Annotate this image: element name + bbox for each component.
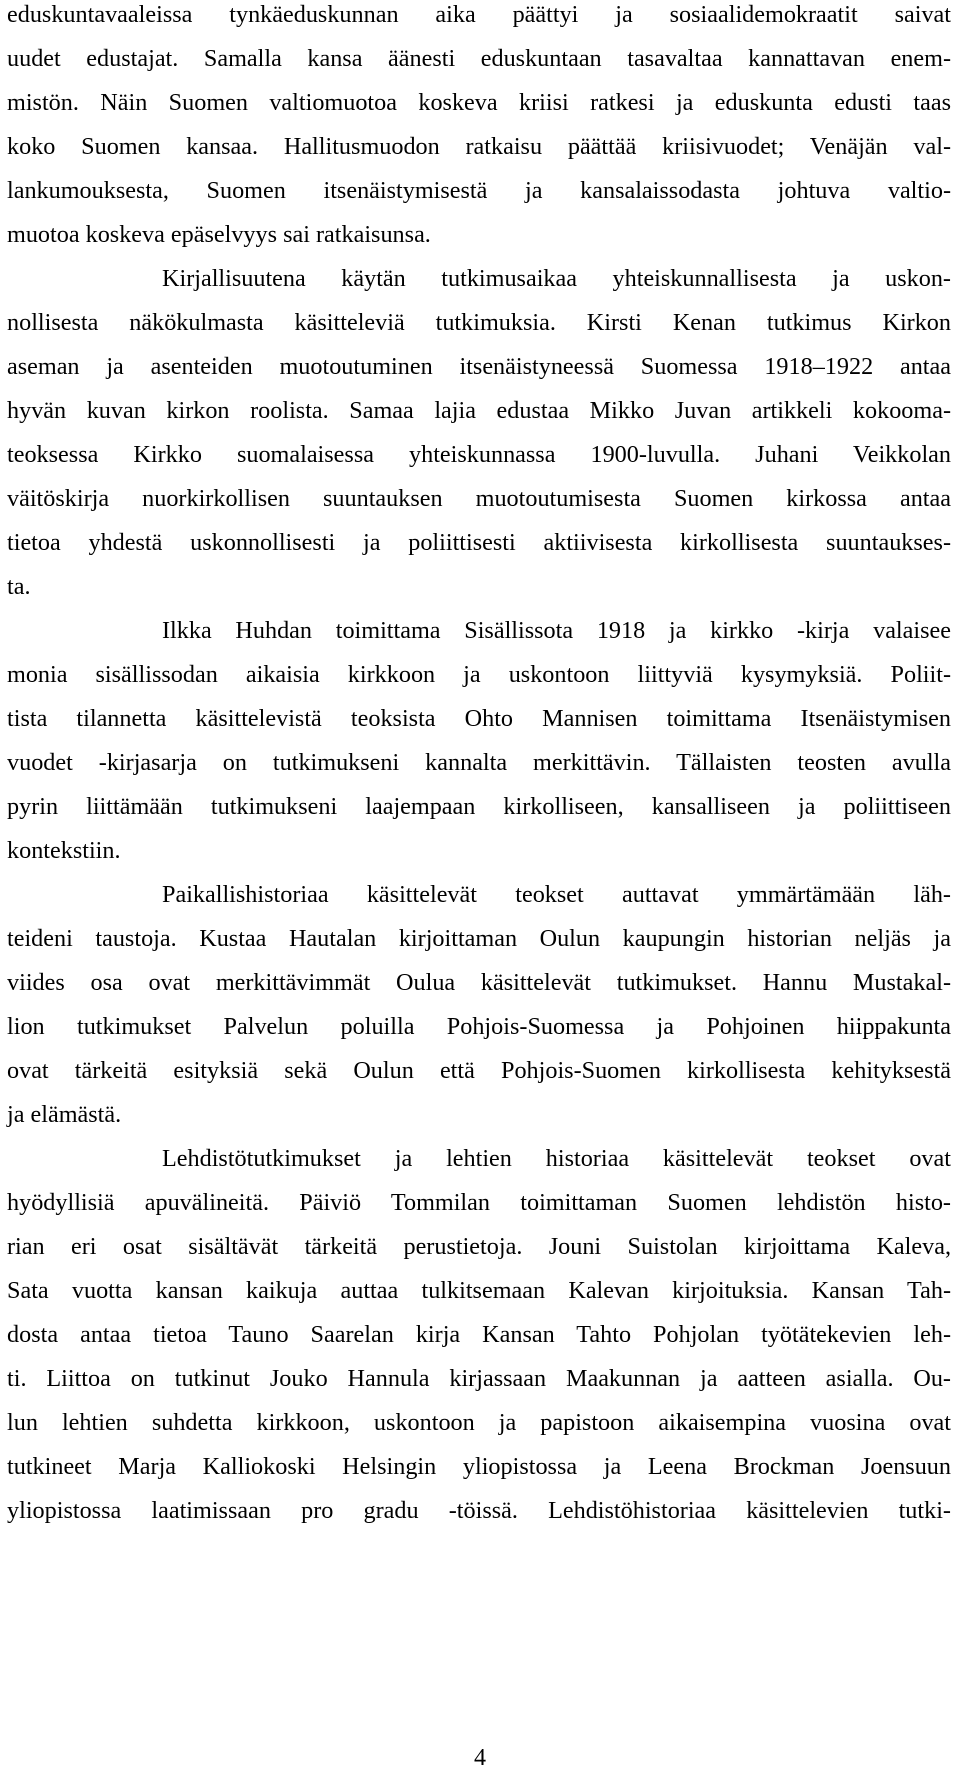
text-line: nollisesta näkökulmasta käsitteleviä tutkimuksia. Kirsti Kenan tutkimus Kirkon (7, 309, 951, 336)
text-line: eduskuntavaaleissa tynkäeduskunnan aika päättyi ja sosiaalidemokraatit saivat (7, 1, 951, 28)
text-line: hyödyllisiä apuvälineitä. Päiviö Tommilan toimittaman Suomen lehdistön histo- (7, 1189, 951, 1216)
text-line: ti. Liittoa on tutkinut Jouko Hannula kirjassaan Maakunnan ja aatteen asialla. Ou- (7, 1365, 951, 1392)
text-line: hyvän kuvan kirkon roolista. Samaa lajia edustaa Mikko Juvan artikkeli kokooma- (7, 397, 951, 424)
text-line: väitöskirja nuorkirkollisen suuntauksen muotoutumisesta Suomen kirkossa antaa (7, 485, 951, 512)
text-line: aseman ja asenteiden muotoutuminen itsenäistyneessä Suomessa 1918–1922 antaa (7, 353, 951, 380)
text-line: Kirjallisuutena käytän tutkimusaikaa yhteiskunnallisesta ja uskon- (162, 265, 951, 292)
text-line: koko Suomen kansaa. Hallitusmuodon ratkaisu päättää kriisivuodet; Venäjän val- (7, 133, 951, 160)
text-line: lun lehtien suhdetta kirkkoon, uskontoon ja papistoon aikaisempina vuosina ovat (7, 1409, 951, 1436)
text-line: Sata vuotta kansan kaikuja auttaa tulkitsemaan Kalevan kirjoituksia. Kansan Tah- (7, 1277, 951, 1304)
text-line: Lehdistötutkimukset ja lehtien historiaa käsittelevät teokset ovat (162, 1145, 951, 1172)
text-line: ovat tärkeitä esityksiä sekä Oulun että Pohjois-Suomen kirkollisesta kehityksestä (7, 1057, 951, 1084)
text-line: teideni taustoja. Kustaa Hautalan kirjoittaman Oulun kaupungin historian neljäs ja (7, 925, 951, 952)
text-line: ja elämästä. (7, 1101, 122, 1128)
text-line: pyrin liittämään tutkimukseni laajempaan kirkolliseen, kansalliseen ja poliittiseen (7, 793, 951, 820)
text-line: vuodet -kirjasarja on tutkimukseni kannalta merkittävin. Tällaisten teosten avulla (7, 749, 951, 776)
text-line: mistön. Näin Suomen valtiomuotoa koskeva kriisi ratkesi ja eduskunta edusti taas (7, 89, 951, 116)
text-line: uudet edustajat. Samalla kansa äänesti eduskuntaan tasavaltaa kannattavan enem- (7, 45, 951, 72)
text-line: ta. (7, 573, 31, 600)
page-number: 4 (474, 1745, 486, 1771)
text-line: monia sisällissodan aikaisia kirkkoon ja uskontoon liittyviä kysymyksiä. Poliit- (7, 661, 951, 688)
text-line: tutkineet Marja Kalliokoski Helsingin yliopistossa ja Leena Brockman Joensuun (7, 1453, 951, 1480)
text-line: tista tilannetta käsittelevistä teoksista Ohto Mannisen toimittama Itsenäistymisen (7, 705, 951, 732)
text-line: Ilkka Huhdan toimittama Sisällissota 1918 ja kirkko -kirja valaisee (162, 617, 951, 644)
text-line: lankumouksesta, Suomen itsenäistymisestä ja kansalaissodasta johtuva valtio- (7, 177, 951, 204)
text-line: teoksessa Kirkko suomalaisessa yhteiskunnassa 1900-luvulla. Juhani Veikkolan (7, 441, 951, 468)
text-line: Paikallishistoriaa käsittelevät teokset auttavat ymmärtämään läh- (162, 881, 951, 908)
text-line: yliopistossa laatimissaan pro gradu -töissä. Lehdistöhistoriaa käsittelevien tutki- (7, 1497, 951, 1524)
text-line: muotoa koskeva epäselvyys sai ratkaisunsa. (7, 221, 431, 248)
text-line: dosta antaa tietoa Tauno Saarelan kirja Kansan Tahto Pohjolan työtätekevien leh- (7, 1321, 951, 1348)
text-line: tietoa yhdestä uskonnollisesti ja poliittisesti aktiivisesta kirkollisesta suuntaukses- (7, 529, 951, 556)
text-line: viides osa ovat merkittävimmät Oulua käsittelevät tutkimukset. Hannu Mustakal- (7, 969, 951, 996)
text-line: rian eri osat sisältävät tärkeitä perustietoja. Jouni Suistolan kirjoittama Kaleva, (7, 1233, 951, 1260)
text-line: kontekstiin. (7, 837, 121, 864)
text-line: lion tutkimukset Palvelun poluilla Pohjois-Suomessa ja Pohjoinen hiippakunta (7, 1013, 951, 1040)
